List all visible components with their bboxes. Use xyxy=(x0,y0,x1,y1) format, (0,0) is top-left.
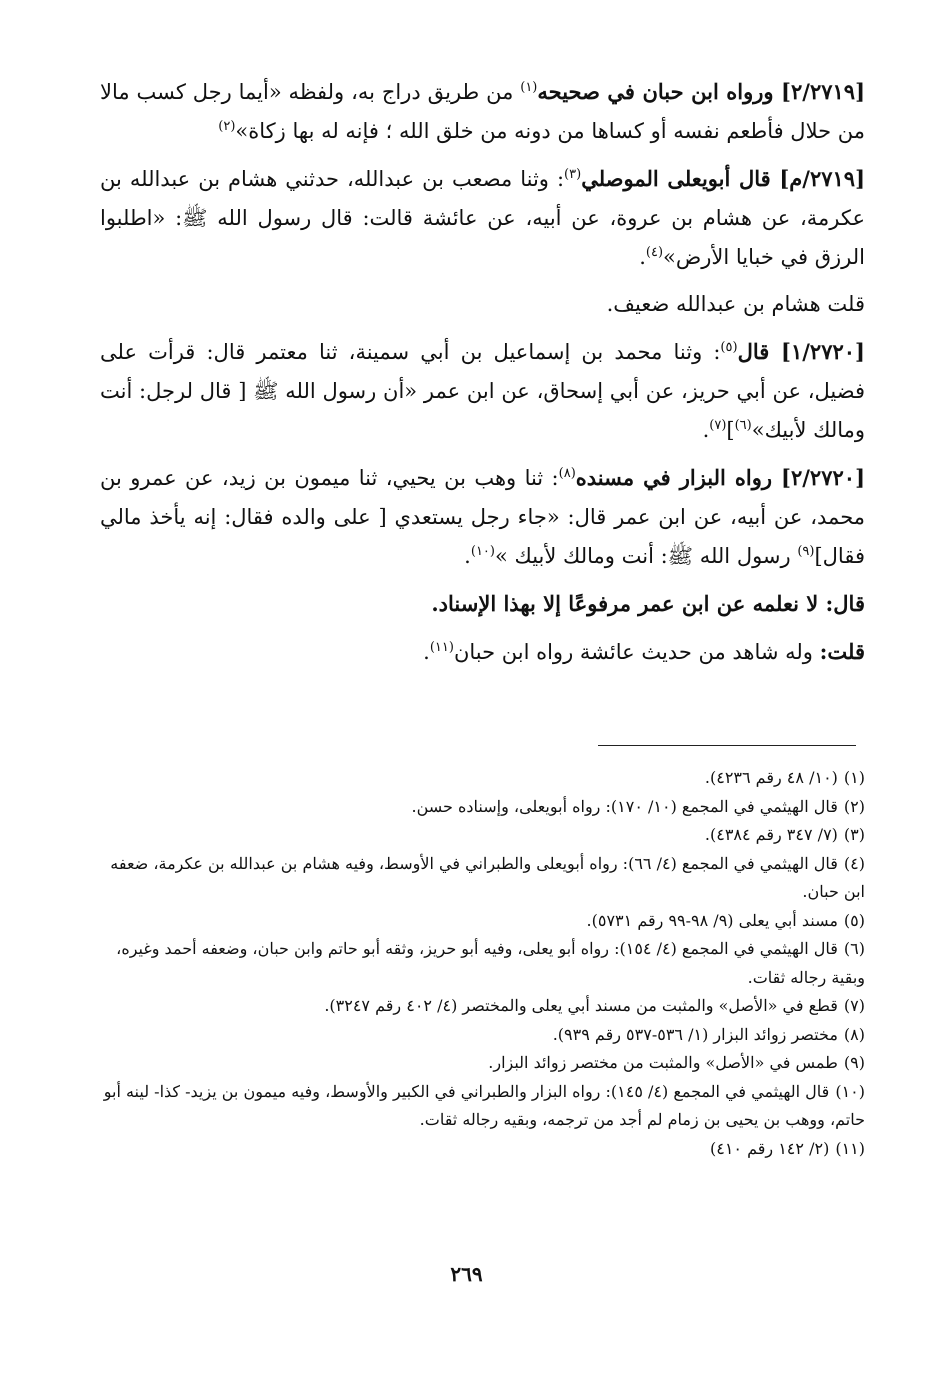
comment-text: وله شاهد من حديث عائشة رواه ابن حبان xyxy=(453,640,820,664)
footnote-number: (٨) xyxy=(843,1024,865,1044)
page-number: ٢٦٩ xyxy=(450,1262,483,1286)
footnote-text: قال الهيثمي في المجمع (٤/ ١٥٤): رواه أبو يعلى، وفيه أبو حريز، وثقه أبو حاتم وابن حبان، وضعفه أحمد وغيره، وبقية رجاله ثقات. xyxy=(116,939,865,987)
footnote-ref[interactable]: (٨) xyxy=(558,466,576,481)
footnote-item xyxy=(100,821,865,850)
footnote-text: (١٠/ ٤٨ رقم ٤٢٣٦). xyxy=(704,768,838,787)
footnote-item xyxy=(100,1049,865,1078)
footnote-number: (١٠) xyxy=(835,1081,865,1101)
footnote-ref[interactable]: (٤) xyxy=(645,245,664,260)
bracket-close: ] xyxy=(726,418,735,442)
footnote-item xyxy=(100,935,865,992)
paragraph-2720-2 xyxy=(100,458,865,576)
paragraph-bazzar-comment xyxy=(100,584,865,624)
paragraph-2720-1 xyxy=(100,332,865,450)
footnote-item xyxy=(100,764,865,793)
footnote-item xyxy=(100,992,865,1021)
hadith-text: : ثنا وهب بن يحيي، ثنا ميمون بن زيد، عن عمرو بن محمد، عن أبيه، عن ابن عمر قال: «جاء رجل يستعدي [ على والده فقال: إنه يأخذ مالي فقال] xyxy=(100,466,865,568)
footnote-text: طمس في «الأصل» والمثبت من مختصر زوائد البزار. xyxy=(488,1053,838,1072)
footnote-number: (٣) xyxy=(843,825,865,844)
footnote-text: قال الهيثمي في المجمع (٤/ ١٤٥): رواه البزار والطبراني في الكبير والأوسط، وفيه ميمون بن يزيد- كذا- لينه أبو حاتم، ووهب بن يحيى بن زمام لم أجد من ترجمه، وبقيه رجاله ثقات. xyxy=(103,1081,865,1129)
paragraph-witness xyxy=(100,632,865,672)
sentence-end: . xyxy=(423,640,430,664)
paragraph-2719-m xyxy=(100,159,865,277)
sentence-end: . xyxy=(639,245,646,269)
footnote-number: (٥) xyxy=(843,910,865,930)
hadith-text-continued: رسول الله ﷺ: أنت ومالك لأبيك » xyxy=(494,544,798,568)
comment-label: قلت: xyxy=(819,639,865,664)
footnote-number: (٦) xyxy=(843,939,865,958)
comment-text: قلت هشام بن عبدالله ضعيف. xyxy=(606,292,865,316)
footnote-text: (٢/ ١٤٢ رقم ٤١٠) xyxy=(709,1138,830,1158)
footnote-ref[interactable]: (٦) xyxy=(734,418,752,433)
footnote-text: قال الهيثمي في المجمع (١٠/ ١٧٠): رواه أبويعلى، وإسناده حسن. xyxy=(411,796,838,816)
footnote-item xyxy=(100,1078,865,1135)
sentence-end: . xyxy=(464,544,471,568)
footnote-text: مختصر زوائد البزار (١/ ٥٣٦-٥٣٧ رقم ٩٣٩). xyxy=(552,1024,838,1044)
footnote-item xyxy=(100,850,865,907)
footnote-text: مسند أبي يعلى (٩/ ٩٨-٩٩ رقم ٥٧٣١). xyxy=(586,910,838,930)
footnote-item xyxy=(100,1021,865,1050)
footnote-text: قطع في «الأصل» والمثبت من مسند أبي يعلى والمختصر (٤/ ٤٠٢ رقم ٣٢٤٧). xyxy=(324,996,838,1015)
footnote-number: (٢) xyxy=(843,796,865,816)
paragraph-2719-2 xyxy=(100,72,865,151)
comment-text: قال: لا نعلمه عن ابن عمر مرفوعًا إلا بهذا الإسناد. xyxy=(431,591,865,616)
footnote-item xyxy=(100,907,865,936)
main-text xyxy=(100,72,865,680)
hadith-heading: [٢/٢٧١٩] ورواه ابن حبان في صحيحه xyxy=(537,79,866,104)
footnote-item xyxy=(100,793,865,822)
footnote-ref[interactable]: (٣) xyxy=(564,167,582,182)
hadith-text: من طريق دراج به، ولفظه «أيما رجل كسب مالا من حلال فأطعم نفسه أو كساها من دونه من خلق الله ؛ فإنه له بها زكاة» xyxy=(100,80,865,143)
footnote-ref[interactable]: (١) xyxy=(520,80,538,95)
footnote-ref[interactable]: (٥) xyxy=(720,340,738,355)
sentence-end: . xyxy=(702,418,710,442)
footnote-item xyxy=(100,1135,865,1164)
hadith-heading: [٢٧١٩/م] قال أبويعلى الموصلي xyxy=(581,166,865,191)
footnote-ref[interactable]: (١١) xyxy=(429,640,454,655)
footnotes xyxy=(100,764,865,1163)
footnote-ref[interactable]: (٧) xyxy=(709,418,727,433)
footnote-ref[interactable]: (٩) xyxy=(797,544,815,559)
hadith-text: : وثنا محمد بن إسماعيل بن أبي سمينة، ثنا معتمر قال: قرأت على فضيل، عن أبي حريز، عن أبي إسحاق، عن ابن عمر «أن رسول الله ﷺ [ قال لرجل: أنت ومالك لأبيك» xyxy=(100,340,865,442)
hadith-heading: [١/٢٧٢٠] قال xyxy=(737,339,865,364)
hadith-heading: [٢/٢٧٢٠] رواه البزار في مسنده xyxy=(575,465,865,490)
footnote-ref[interactable]: (٢) xyxy=(218,119,236,134)
footnote-number: (١) xyxy=(843,768,865,787)
hadith-text: : وثنا مصعب بن عبدالله، حدثني هشام بن عبدالله بن عكرمة، عن هشام بن عروة، عن أبيه، عن عائشة قالت: قال رسول الله ﷺ: «اطلبوا الرزق في خبايا الأرض» xyxy=(100,167,865,269)
footnote-number: (١١) xyxy=(835,1138,865,1158)
footnote-divider xyxy=(598,745,856,746)
footnote-number: (٩) xyxy=(843,1053,865,1072)
footnote-number: (٤) xyxy=(843,853,865,873)
footnote-number: (٧) xyxy=(843,996,865,1015)
paragraph-comment xyxy=(100,285,865,324)
footnote-text: قال الهيثمي في المجمع (٤/ ٦٦): رواه أبويعلى والطبراني في الأوسط، وفيه هشام بن عبدالله بن عكرمة، ضعفه ابن حبان. xyxy=(110,853,865,901)
footnote-text: (٧/ ٣٤٧ رقم ٤٣٨٤). xyxy=(704,825,838,844)
footnote-ref[interactable]: (١٠) xyxy=(470,544,495,559)
